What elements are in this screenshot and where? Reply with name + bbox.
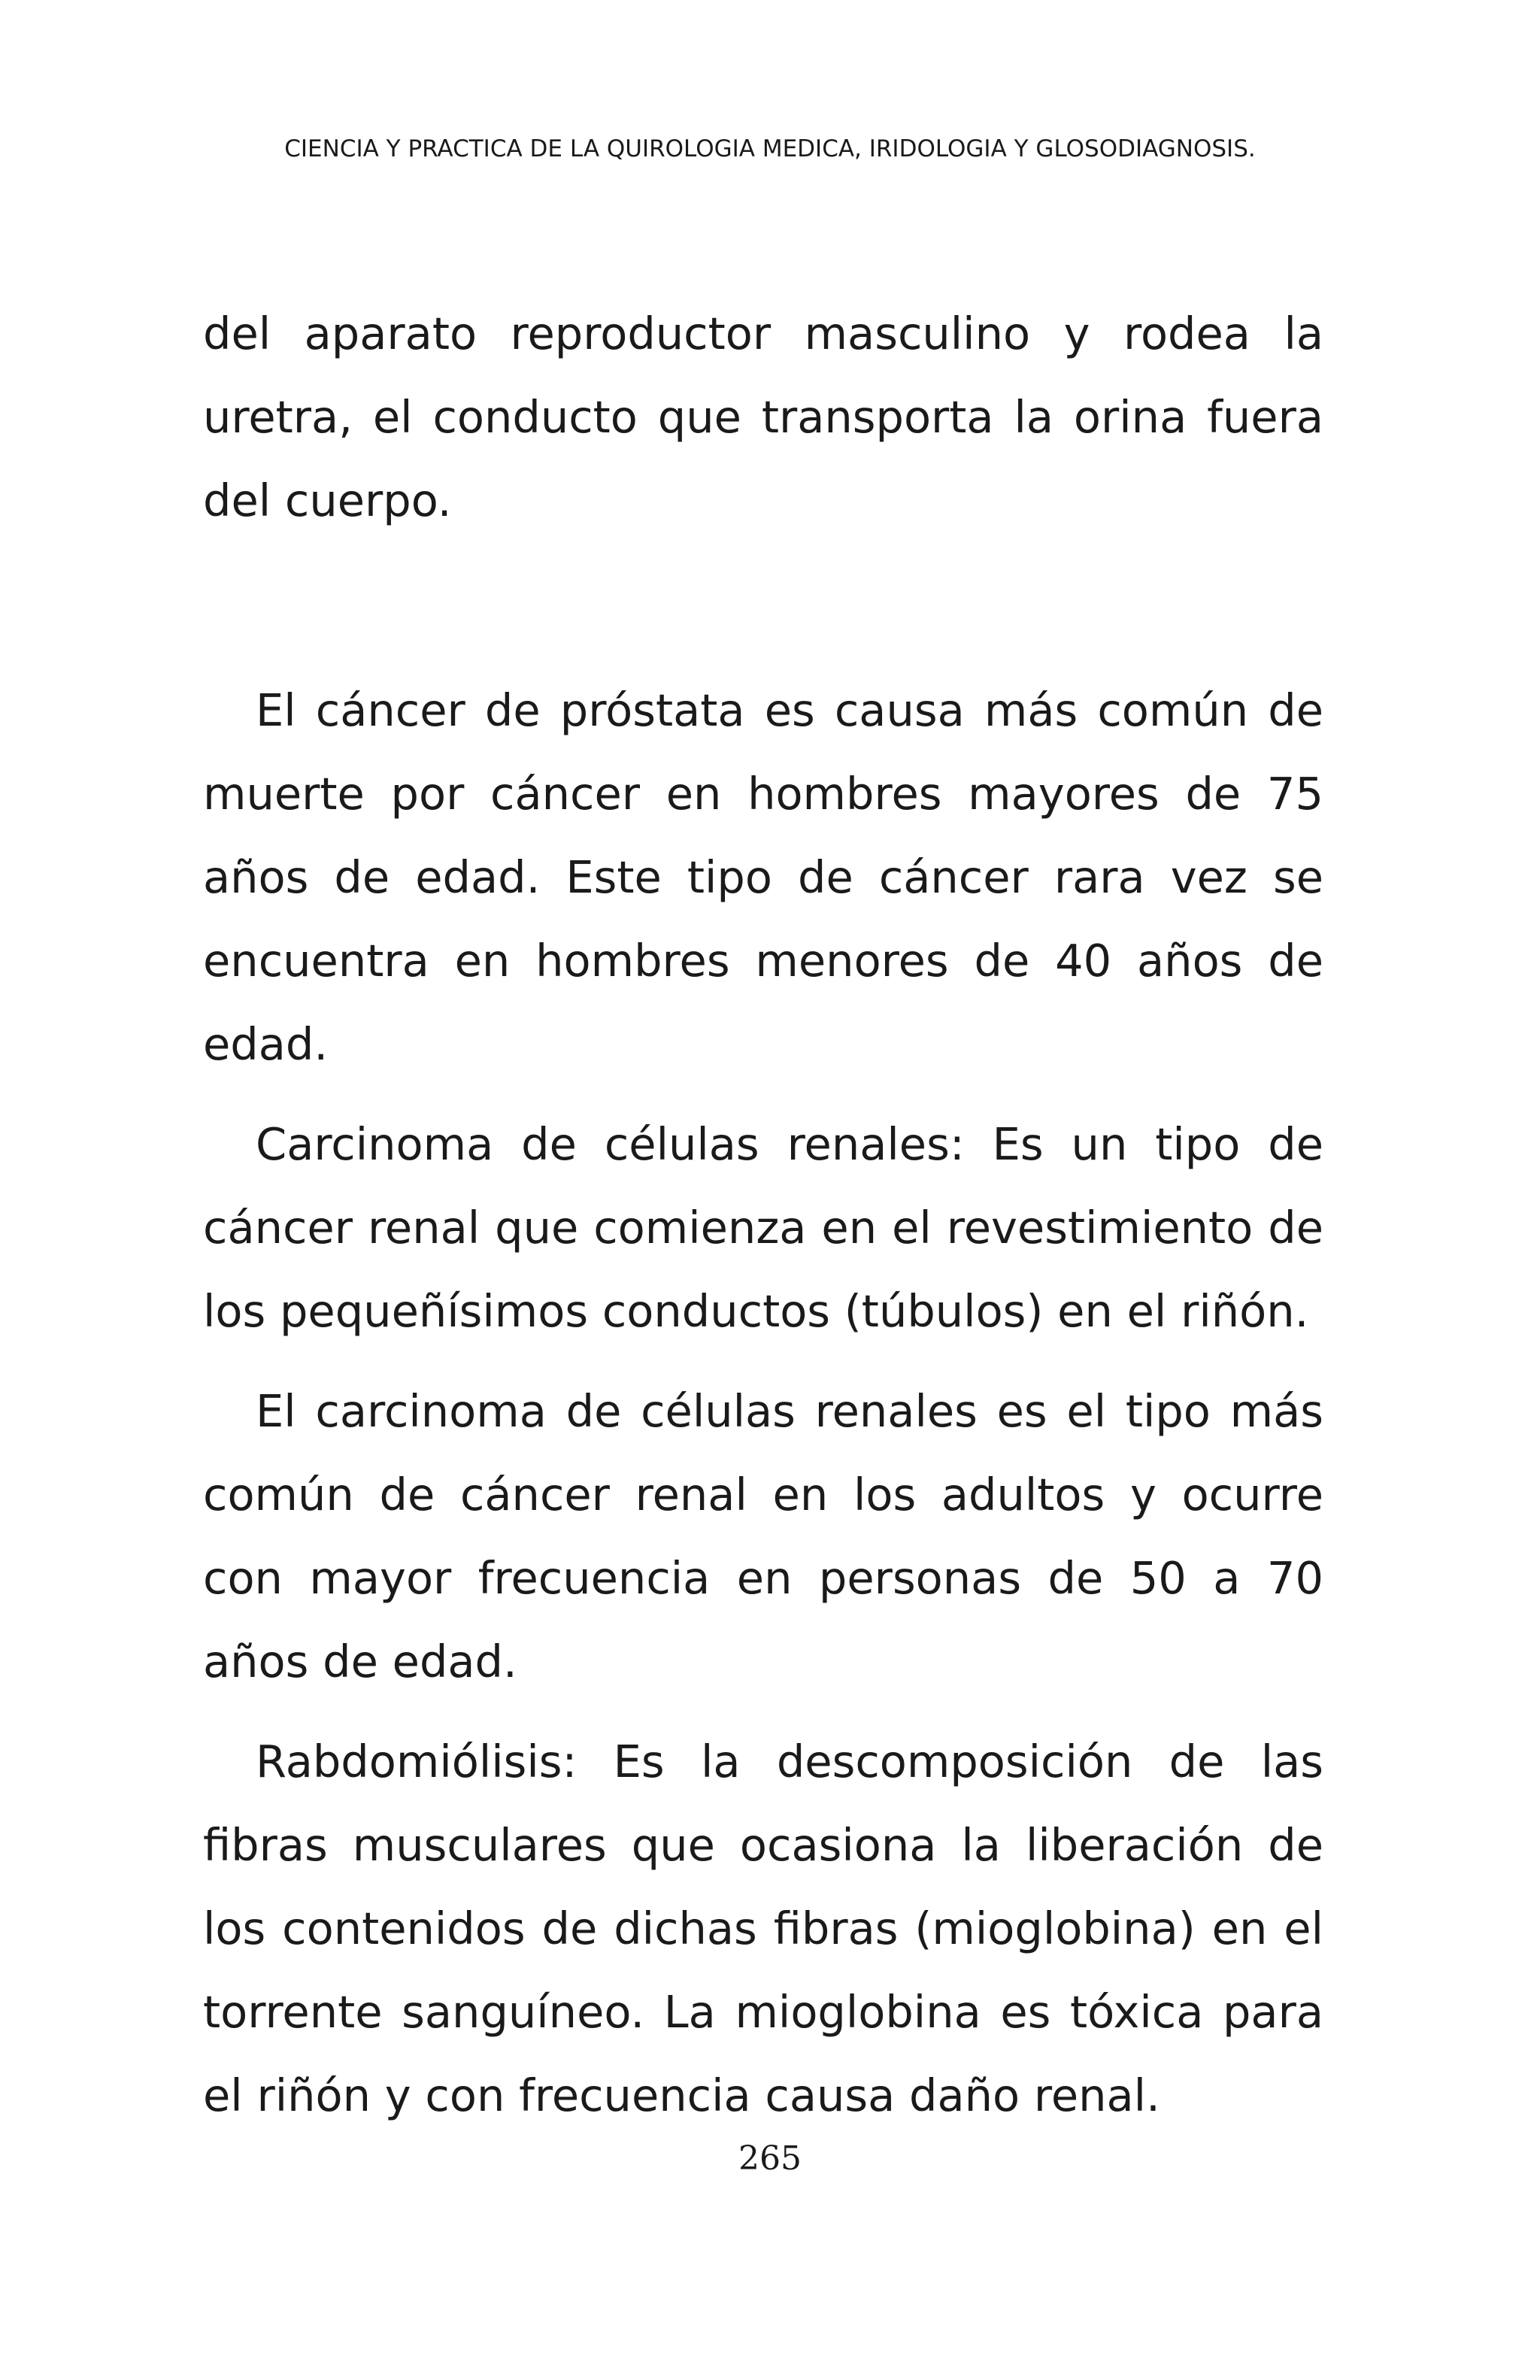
page-number: 265 xyxy=(738,2139,802,2178)
paragraph-prostate-cancer: El cáncer de próstata es causa más común de muerte por cáncer en hombres mayores de 75 años de edad. Este tipo de cáncer rara vez se encuentra en hombres menores de 40 años de edad. xyxy=(203,684,1323,1070)
paragraph-renal-cell-carcinoma: Carcinoma de células renales: Es un tipo de cáncer renal que comienza en el revestimiento de los pequeñísimos conductos (túbulos) en el riñón. xyxy=(203,1118,1323,1337)
paragraph-continuation: del aparato reproductor masculino y rodea la uretra, el conducto que transporta la orina fuera del cuerpo. xyxy=(203,308,1323,526)
page-body xyxy=(203,292,1323,2137)
running-header: CIENCIA Y PRACTICA DE LA QUIROLOGIA MEDICA, IRIDOLOGIA Y GLOSODIAGNOSIS. xyxy=(284,135,1256,162)
paragraph-rhabdomyolysis: Rabdomiólisis: Es la descomposición de las fibras musculares que ocasiona la liberación de los contenidos de dichas fibras (mioglobina) en el torrente sanguíneo. La mioglobina es tóxica para el riñón y con frecuencia causa daño renal. xyxy=(203,1736,1323,2121)
paragraph-renal-cell-carcinoma-age: El carcinoma de células renales es el tipo más común de cáncer renal en los adultos y ocurre con mayor frecuencia en personas de 50 a 70 años de edad. xyxy=(203,1385,1323,1687)
